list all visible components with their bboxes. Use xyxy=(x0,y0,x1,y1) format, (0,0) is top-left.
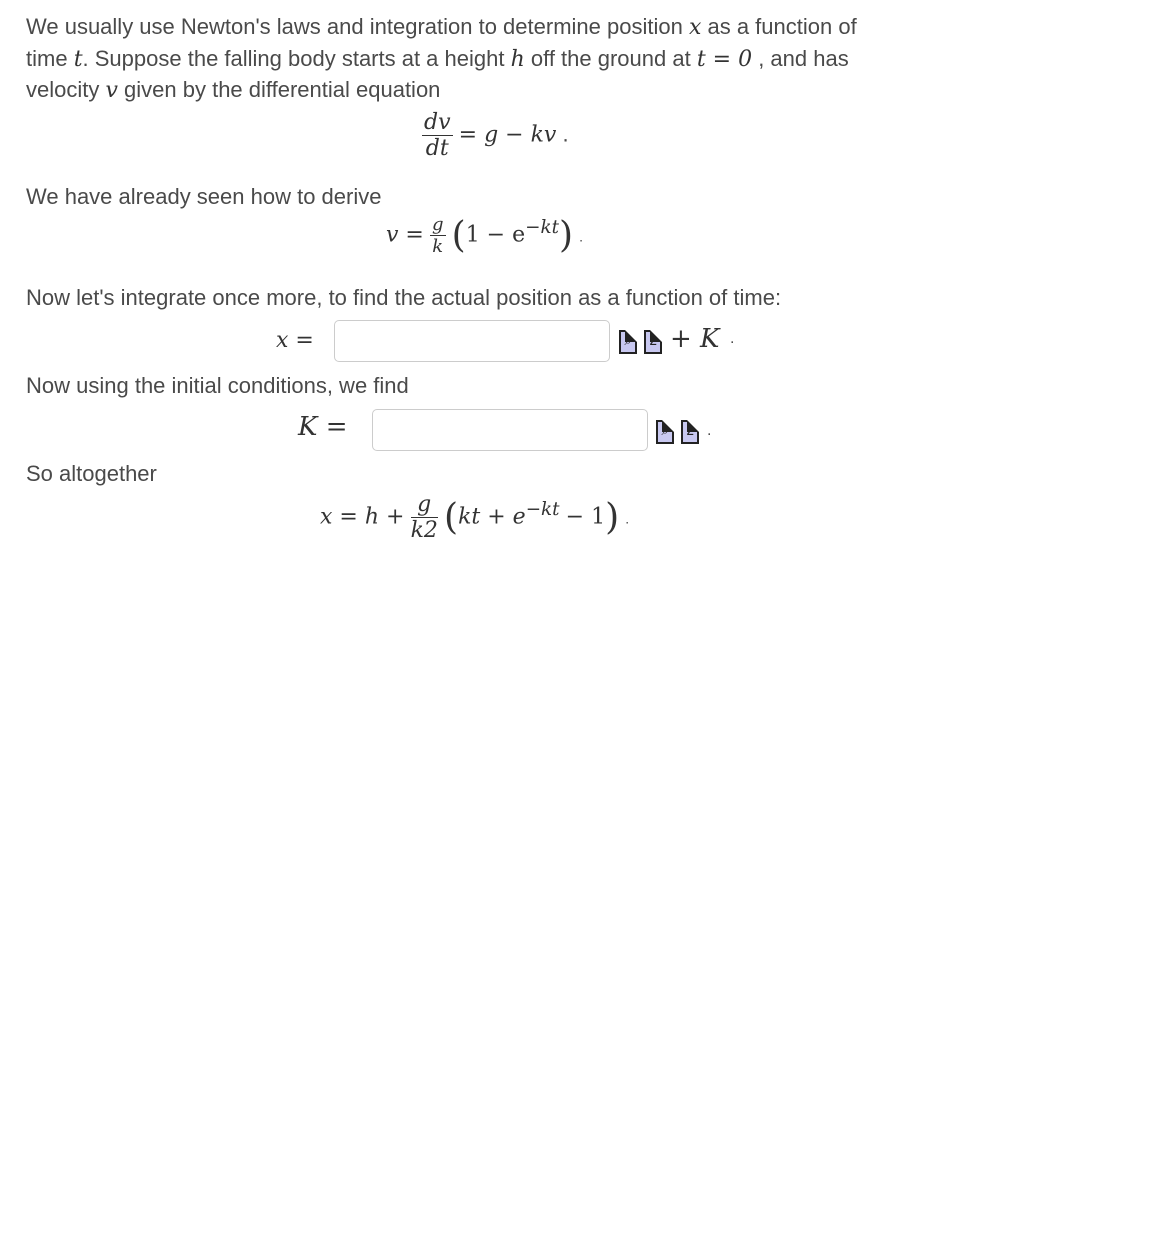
math-v: v xyxy=(105,78,118,103)
altogether-text: So altogether xyxy=(26,461,157,486)
preview-icon[interactable]: ⌕ xyxy=(619,330,637,354)
text: off the ground at xyxy=(524,46,697,71)
text: We usually use Newton's laws and integration to determine position xyxy=(26,14,689,39)
period: . xyxy=(730,330,735,347)
period: . xyxy=(707,422,712,439)
period: . xyxy=(625,510,630,527)
intro-line-1 xyxy=(26,14,857,40)
text: as a function of xyxy=(701,14,857,39)
k-label: K = xyxy=(298,412,348,442)
intro-line-3 xyxy=(26,77,440,103)
lhs: v = xyxy=(386,222,424,248)
sigma-icon[interactable]: Σ xyxy=(644,330,662,354)
x-answer-input[interactable] xyxy=(334,320,610,362)
math-t0: t = 0 xyxy=(696,47,753,72)
denominator: dt xyxy=(425,136,449,161)
exponent: −kt xyxy=(525,498,560,520)
denominator: k2 xyxy=(410,518,438,543)
initial-conditions-text: Now using the initial conditions, we find xyxy=(26,373,409,398)
x-label: x = xyxy=(276,328,314,353)
text: . Suppose the falling body starts at a height xyxy=(82,46,511,71)
preview-icon[interactable]: ⌕ xyxy=(656,420,674,444)
lhs: x = h + xyxy=(320,504,405,530)
text: , and has xyxy=(752,46,849,71)
sigma-icon[interactable]: Σ xyxy=(681,420,699,444)
equation-dv-dt xyxy=(422,110,569,161)
integrate-text: Now let's integrate once more, to find the actual position as a function of time: xyxy=(26,285,782,310)
intro-line-2 xyxy=(26,46,849,72)
text: velocity xyxy=(26,77,106,102)
period: . xyxy=(579,228,584,245)
derive-text: We have already seen how to derive xyxy=(26,184,382,209)
math-h: h xyxy=(510,47,525,72)
text: given by the differential equation xyxy=(117,77,441,102)
equation-position: x = h + $\frac{g}{k2}$ $(kt + e^{-kt} - 1)$ . xyxy=(320,492,630,543)
k-answer-input[interactable] xyxy=(372,409,648,451)
math-x: x xyxy=(688,15,702,40)
exponent: −kt xyxy=(525,216,559,238)
period: . xyxy=(562,121,569,147)
one-minus-e: 1 − e xyxy=(465,222,526,248)
equation-velocity: v = $\frac{g}{k}$ $(1 - e^{-kt})$ . xyxy=(386,214,584,257)
minus-one: − 1 xyxy=(565,504,606,530)
denominator: k xyxy=(432,236,444,257)
math-t: t xyxy=(73,47,83,72)
rhs: = g − kv xyxy=(458,122,557,148)
numerator: g xyxy=(431,214,444,235)
plus-k: + K xyxy=(670,324,720,354)
kt-plus-e: kt + e xyxy=(458,504,526,530)
text: time xyxy=(26,46,74,71)
numerator: g xyxy=(411,492,438,518)
numerator: dv xyxy=(424,110,451,135)
